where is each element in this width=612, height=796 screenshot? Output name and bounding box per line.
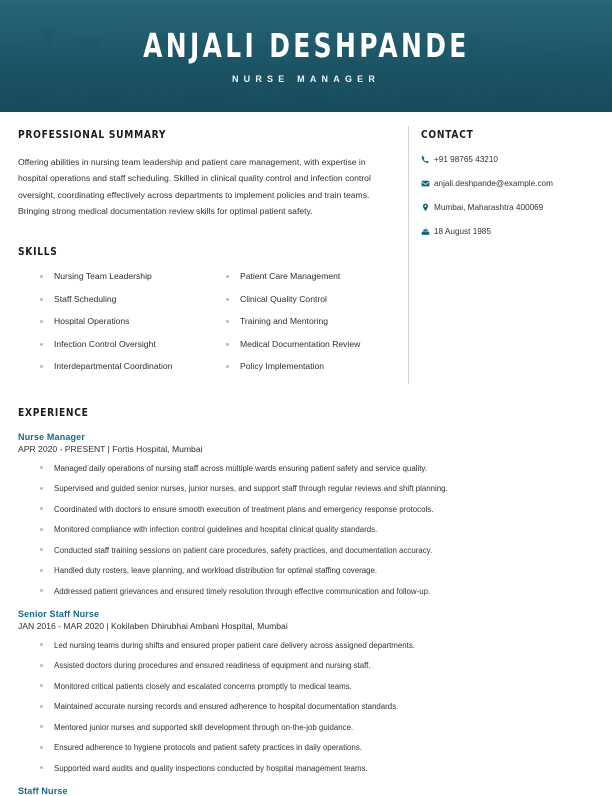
skills-column-left (18, 271, 204, 384)
skill-label: Patient Care Management (240, 271, 341, 282)
skill-item (226, 361, 390, 372)
bullet-text: Managed daily operations of nursing staff across multiple wards ensuring patient safety and service quality. (54, 463, 427, 473)
bullet-text: Addressed patient grievances and ensured timely resolution through effective communication and follow-up. (54, 586, 431, 596)
phone-icon (421, 155, 434, 164)
experience-bullet (40, 483, 594, 494)
skill-label: Hospital Operations (54, 316, 130, 327)
bullet-icon (40, 487, 43, 490)
experience-bullet-list (18, 463, 594, 597)
experience-entry (18, 432, 594, 597)
bullet-icon (226, 343, 229, 346)
contact-location-value: Mumbai, Maharashtra 400069 (434, 203, 544, 212)
skill-item (40, 361, 204, 372)
bullet-icon (40, 548, 43, 551)
bullet-text: Maintained accurate nursing records and ensured adherence to hospital documentation standards. (54, 702, 399, 712)
experience-bullet (40, 463, 594, 474)
experience-bullet-list (18, 640, 594, 774)
experience-bullet (40, 701, 594, 712)
candidate-job-title: NURSE MANAGER (231, 73, 381, 84)
bullet-icon (40, 643, 43, 646)
envelope-icon (421, 179, 434, 188)
skill-label: Policy Implementation (240, 361, 325, 372)
main-column (18, 128, 400, 384)
bullet-icon (40, 275, 43, 278)
experience-bullet (40, 504, 594, 515)
experience-section (18, 406, 594, 796)
bullet-icon (226, 365, 229, 368)
experience-bullet (40, 681, 594, 692)
professional-summary-section (18, 128, 390, 219)
skill-label: Nursing Team Leadership (54, 271, 152, 282)
bullet-icon (40, 298, 43, 301)
skill-item (40, 316, 204, 327)
contact-column (400, 128, 594, 384)
experience-bullet (40, 586, 594, 597)
contact-item-email (421, 178, 594, 189)
bullet-icon (40, 320, 43, 323)
location-pin-icon (421, 203, 434, 212)
skill-item (40, 271, 204, 282)
section-heading-skills: SKILLS (18, 245, 58, 259)
experience-bullet (40, 545, 594, 556)
skill-label: Medical Documentation Review (240, 338, 361, 349)
skill-label: Infection Control Oversight (54, 338, 156, 349)
experience-bullet (40, 742, 594, 753)
bullet-text: Assisted doctors during procedures and ensured readiness of equipment and nursing staff. (54, 661, 371, 671)
experience-job-meta: APR 2020 - PRESENT | Fortis Hospital, Mumbai (18, 443, 203, 454)
bullet-icon (40, 725, 43, 728)
bullet-text: Coordinated with doctors to ensure smooth execution of treatment plans and emergency response protocols. (54, 504, 434, 514)
top-columns (18, 112, 594, 384)
skill-label: Clinical Quality Control (240, 293, 327, 304)
bullet-icon (40, 528, 43, 531)
contact-item-location (421, 202, 594, 213)
contact-email-value: anjali.deshpande@example.com (434, 179, 553, 188)
experience-bullet (40, 565, 594, 576)
skill-item (40, 339, 204, 350)
candidate-name: ANJALI DESHPANDE (142, 25, 470, 65)
skills-column-right (204, 271, 390, 384)
bullet-icon (40, 507, 43, 510)
bullet-icon (226, 275, 229, 278)
bullet-icon (40, 664, 43, 667)
experience-entry (18, 786, 594, 796)
experience-job-meta: JAN 2016 - MAR 2020 | Kokilaben Dhirubhai Ambani Hospital, Mumbai (18, 620, 288, 631)
contact-item-birthdate (421, 226, 594, 237)
bullet-text: Led nursing teams during shifts and ensured proper patient care delivery across assigned departments. (54, 640, 415, 650)
skill-item (40, 294, 204, 305)
skill-item (226, 294, 390, 305)
resume-body (0, 112, 612, 796)
bullet-icon (40, 589, 43, 592)
column-divider (408, 126, 409, 384)
bullet-text: Supported ward audits and quality inspections conducted by hospital management teams. (54, 763, 368, 773)
bullet-icon (40, 705, 43, 708)
skill-label: Staff Scheduling (54, 293, 117, 304)
contact-birthdate-value: 18 August 1985 (434, 227, 491, 236)
section-heading-summary: PROFESSIONAL SUMMARY (18, 128, 167, 141)
skill-label: Interdepartmental Coordination (54, 361, 173, 372)
bullet-text: Handled duty rosters, leave planning, and workload distribution for optimal staffing coverage. (54, 566, 378, 576)
bullet-icon (40, 569, 43, 572)
skill-label: Training and Mentoring (240, 316, 329, 327)
skills-section (18, 245, 390, 384)
bullet-icon (40, 684, 43, 687)
experience-job-title: Senior Staff Nurse (18, 608, 100, 619)
experience-bullet (40, 524, 594, 535)
skill-item (226, 271, 390, 282)
bullet-icon (226, 298, 229, 301)
bullet-icon (40, 466, 43, 469)
contact-list (421, 154, 594, 237)
header-banner (0, 0, 612, 112)
experience-bullet (40, 640, 594, 651)
skills-grid (18, 271, 390, 384)
bullet-icon (40, 766, 43, 769)
summary-text: Offering abilities in nursing team leadership and patient care management, with expertise in hospital operations and staff scheduling. Skilled in clinical quality control and infection control oversight, coordinating effectively across departments to implement policies and train teams. Bringing strong medical documentation review skills for optimal patient safety. (18, 157, 371, 216)
bullet-text: Mentored junior nurses and supported skill development through on-the-job guidance. (54, 722, 354, 732)
contact-phone-value: +91 98765 43210 (434, 155, 498, 164)
birthday-cake-icon (421, 227, 434, 236)
contact-item-phone (421, 154, 594, 165)
bullet-text: Monitored compliance with infection control guidelines and hospital clinical quality standards. (54, 525, 378, 535)
section-heading-contact: CONTACT (421, 128, 474, 141)
bullet-text: Ensured adherence to hygiene protocols and patient safety practices in daily operations. (54, 743, 362, 753)
experience-entry (18, 609, 594, 774)
bullet-icon (226, 320, 229, 323)
skill-item (226, 339, 390, 350)
section-heading-experience: EXPERIENCE (18, 405, 89, 419)
bullet-icon (40, 746, 43, 749)
experience-job-title: Staff Nurse (18, 785, 68, 796)
skill-item (226, 316, 390, 327)
bullet-text: Conducted staff training sessions on patient care procedures, safety practices, and documentation accuracy. (54, 545, 433, 555)
bullet-text: Monitored critical patients closely and escalated concerns promptly to medical teams. (54, 681, 352, 691)
experience-bullet (40, 660, 594, 671)
experience-bullet (40, 763, 594, 774)
bullet-text: Supervised and guided senior nurses, junior nurses, and support staff through regular reviews and shift planning. (54, 484, 448, 494)
bullet-icon (40, 365, 43, 368)
experience-bullet (40, 722, 594, 733)
experience-job-title: Nurse Manager (18, 431, 85, 442)
bullet-icon (40, 343, 43, 346)
